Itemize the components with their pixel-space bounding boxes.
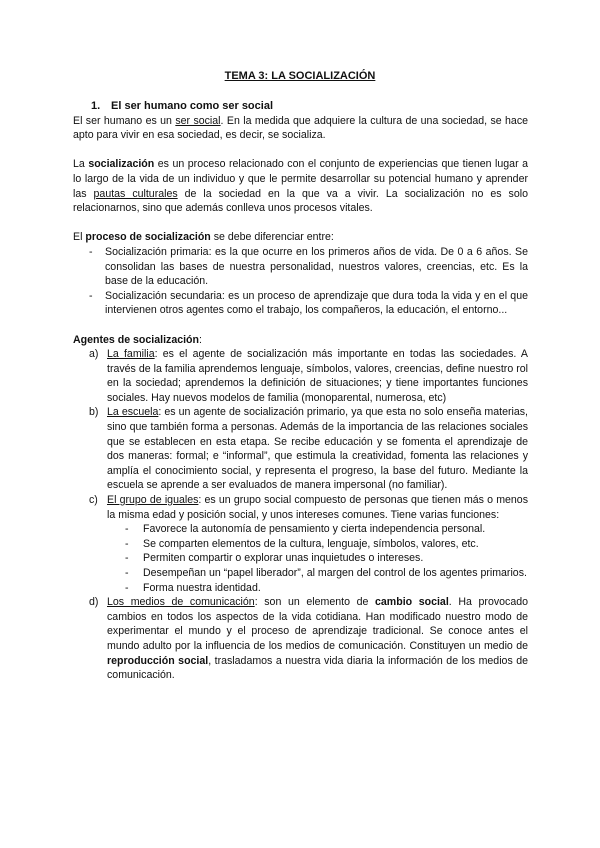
list-item: - Socialización primaria: es la que ocurre en los primeros años de vida. De 0 a 6 años. Se consolidan las bases de nuestra personalidad, nuestros valores, creencias, etc. Es la base de la educación. <box>73 245 528 289</box>
paragraph-socializacion <box>73 157 528 215</box>
list-marker: b) <box>89 406 99 419</box>
agent-medios-comunicacion <box>73 595 528 683</box>
paragraph-proceso <box>73 230 528 245</box>
list-marker: d) <box>89 596 99 609</box>
functions-list <box>107 522 528 595</box>
term-socializacion: socialización <box>88 158 155 171</box>
text-run: de la sociedad en la que va a vivir. La socialización no es solo relacionarnos, sino que además conlleva unos procesos vitales. <box>73 187 528 215</box>
text-run: : <box>199 333 202 346</box>
agent-grupo-iguales <box>73 493 528 595</box>
agent-escuela <box>73 405 528 493</box>
section-title: El ser humano como ser social <box>111 100 274 112</box>
list-marker: c) <box>89 494 98 507</box>
text-run: El <box>73 231 86 244</box>
text-run: se debe diferenciar entre: <box>210 231 334 244</box>
text-run: : es el agente de socialización más importante en todas las sociedades. A través de la familia aprendemos lenguaje, símbolos, valores, creencias, define nuestro rol en la sociedad; aprendemos la definición de situaciones; y tiene importantes funciones sociales. Hay nuevos modelos de familia (monoparental, numerosa, etc) <box>107 348 528 404</box>
text-run: . Ha provocado cambios en todos los aspectos de la vida cotidiana. Han modificado nuestro modo de experimentar el mundo y el proceso de aprendizaje tradicional. Se conoce antes el mundo adulto por la influencia de los medios de comunicación. Constituyen un medio de <box>107 596 528 652</box>
document-title: TEMA 3: LA SOCIALIZACIÓN <box>224 70 376 82</box>
process-list <box>73 245 528 318</box>
term-ser-social: ser social <box>175 114 221 127</box>
section-number: 1. <box>91 100 101 112</box>
list-item: - Favorece la autonomía de pensamiento y cierta independencia personal. <box>107 522 528 537</box>
agent-familia <box>73 347 528 405</box>
list-item: - Se comparten elementos de la cultura, lenguaje, símbolos, valores, etc. <box>107 537 528 552</box>
agent-label: El grupo de iguales <box>107 494 199 507</box>
text-run: La <box>73 158 89 171</box>
document-body <box>73 99 528 683</box>
list-item: - Permiten compartir o explorar unas inquietudes o intereses. <box>107 551 528 566</box>
paragraph-ser-social <box>73 114 528 143</box>
text-run: : son un elemento de <box>254 596 376 609</box>
agent-label: La escuela <box>107 406 159 419</box>
list-marker: a) <box>89 348 99 361</box>
section-heading <box>91 99 528 114</box>
term-reproduccion-social: reproducción social <box>107 654 209 667</box>
list-item: - Socialización secundaria: es un proceso de aprendizaje que dura toda la vida y en el que intervienen otros agentes como el trabajo, los compañeros, la educación, el entorno... <box>73 289 528 318</box>
text-run: El ser humano es un <box>73 114 176 127</box>
text-run: : es un grupo social compuesto de personas que tienen más o menos la misma edad y posición social, y unos intereses comunes. Tiene varias funciones: <box>107 494 528 521</box>
agent-label: Los medios de comunicación <box>107 596 255 609</box>
list-item: - Desempeñan un “papel liberador”, al margen del control de los agentes primarios. <box>107 566 528 581</box>
agents-heading-text: Agentes de socialización <box>73 333 199 346</box>
list-item: - Forma nuestra identidad. <box>107 581 528 596</box>
term-pautas-culturales: pautas culturales <box>93 187 178 200</box>
term-cambio-social: cambio social <box>375 596 449 609</box>
text-run: : es un agente de socialización primario, ya que esta no solo enseña materias, sino que también forma a personas. Además de la importancia de las relaciones sociales que se establecen en esta etapa. Se recibe educación y se fomenta el aprendizaje de dos maneras: formal; e “informal”, que estimula la creatividad, fomenta las relaciones y amplía el conocimiento social, y representa el progreso, la base del futuro. Mediante la escuela se aprende a ser evaluados de manera impersonal (no familiar). <box>107 406 528 492</box>
agents-heading <box>73 333 528 348</box>
text-run: . En la medida que adquiere la cultura de una sociedad, se hace apto para vivir en esa sociedad, es decir, se socializa. <box>73 114 529 142</box>
text-run: , trasladamos a nuestra vida diaria la información de los medios de comunicación. <box>107 654 529 682</box>
text-run: es un proceso relacionado con el conjunto de experiencias que tienen lugar a lo largo de la vida de un individuo y que le permite desarrollar su potencial humano y aprender las <box>73 158 529 200</box>
term-proceso-socializacion: proceso de socialización <box>85 231 211 244</box>
agent-label: La familia <box>107 348 155 361</box>
agents-list <box>73 347 528 683</box>
